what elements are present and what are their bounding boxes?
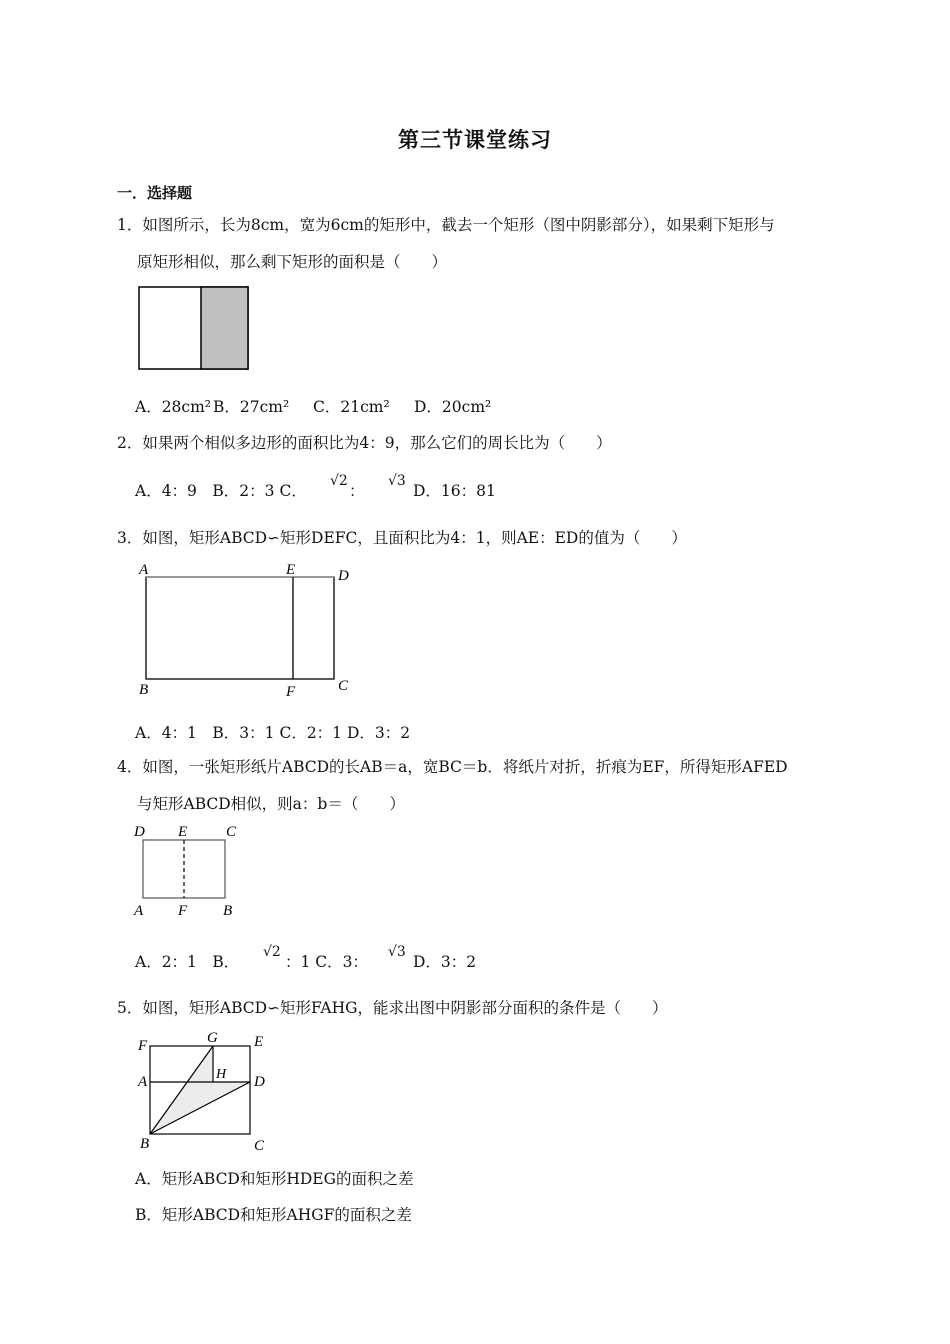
question-3-figure — [135, 560, 360, 702]
question-1-option-a: A．28cm² — [135, 398, 212, 416]
question-4-option-d: D．3：2 — [413, 953, 477, 971]
question-2-options-abc: A．4：9 B．2：3 C． — [135, 482, 307, 500]
sqrt-2: √2 — [263, 944, 281, 960]
label-d: D — [338, 568, 349, 584]
question-text: 如图所示，长为8cm，宽为6cm的矩形中，截去一个矩形（图中阴影部分），如果剩下矩形与 — [142, 216, 775, 234]
label-b: B — [140, 1136, 150, 1152]
question-5-figure — [134, 1030, 274, 1156]
question-number: 2． — [117, 434, 143, 452]
label-b: B — [223, 903, 233, 919]
question-4-figure — [130, 820, 245, 920]
question-number: 4． — [117, 758, 143, 776]
question-text: 如图，矩形ABCD∽矩形DEFC，且面积比为4：1，则AE：ED的值为（ ） — [142, 529, 687, 547]
label-d: D — [134, 824, 145, 840]
ratio-colon: ： — [349, 482, 365, 500]
label-b: B — [139, 682, 149, 698]
question-1-option-b: B．27cm² — [213, 398, 290, 416]
question-text: 如果两个相似多边形的面积比为4：9，那么它们的周长比为（ ） — [142, 434, 612, 452]
sqrt-2: √2 — [330, 473, 348, 489]
question-number: 3． — [117, 529, 143, 547]
sqrt-3: √3 — [388, 473, 406, 489]
question-1-option-d: D．20cm² — [414, 398, 492, 416]
question-5-option-a: A．矩形ABCD和矩形HDEG的面积之差 — [135, 1170, 414, 1188]
question-5-option-b: B．矩形ABCD和矩形AHGF的面积之差 — [135, 1206, 412, 1224]
question-text: 如图，矩形ABCD∽矩形FAHG，能求出图中阴影部分面积的条件是（ ） — [142, 999, 668, 1017]
question-3-options: A．4：1 B．3：1 C．2：1 D．3：2 — [135, 724, 411, 742]
question-1-line-2: 原矩形相似，那么剩下矩形的面积是（ ） — [137, 253, 448, 271]
question-2-line-1 — [117, 432, 612, 454]
label-e: E — [254, 1034, 264, 1050]
question-4-line-1 — [117, 756, 788, 778]
shaded-rectangle — [201, 287, 248, 369]
question-4-options-ab: A．2：1 B． — [135, 953, 240, 971]
label-e: E — [286, 562, 296, 578]
label-f: F — [286, 684, 296, 700]
label-f: F — [178, 903, 188, 919]
label-d: D — [254, 1074, 265, 1090]
question-1-figure — [138, 286, 252, 372]
question-1-line-1 — [117, 214, 775, 236]
label-a: A — [139, 562, 149, 578]
question-2-option-d: D．16：81 — [413, 482, 496, 500]
label-c: C — [254, 1138, 265, 1154]
label-g: G — [207, 1030, 218, 1046]
question-4-options-mid: ：1 C．3： — [285, 953, 369, 971]
label-a: A — [134, 903, 144, 919]
question-number: 1． — [117, 216, 143, 234]
label-h: H — [216, 1067, 227, 1082]
section-heading: 一．选择题 — [117, 184, 193, 202]
question-text: 如图，一张矩形纸片ABCD的长AB＝a，宽BC＝b．将纸片对折，折痕为EF，所得矩形AFED — [142, 758, 788, 776]
label-c: C — [338, 678, 349, 694]
question-4-line-2: 与矩形ABCD相似，则a：b＝（ ） — [137, 795, 405, 813]
question-number: 5． — [117, 999, 143, 1017]
label-e: E — [178, 824, 188, 840]
label-f: F — [138, 1038, 148, 1054]
sqrt-3: √3 — [388, 944, 406, 960]
question-3-line-1 — [117, 527, 687, 549]
page-title: 第三节课堂练习 — [398, 128, 552, 152]
question-5-line-1 — [117, 997, 668, 1019]
rectangle-abcd — [146, 577, 334, 679]
label-a: A — [138, 1074, 148, 1090]
label-c: C — [226, 824, 237, 840]
question-1-option-c: C．21cm² — [313, 398, 390, 416]
